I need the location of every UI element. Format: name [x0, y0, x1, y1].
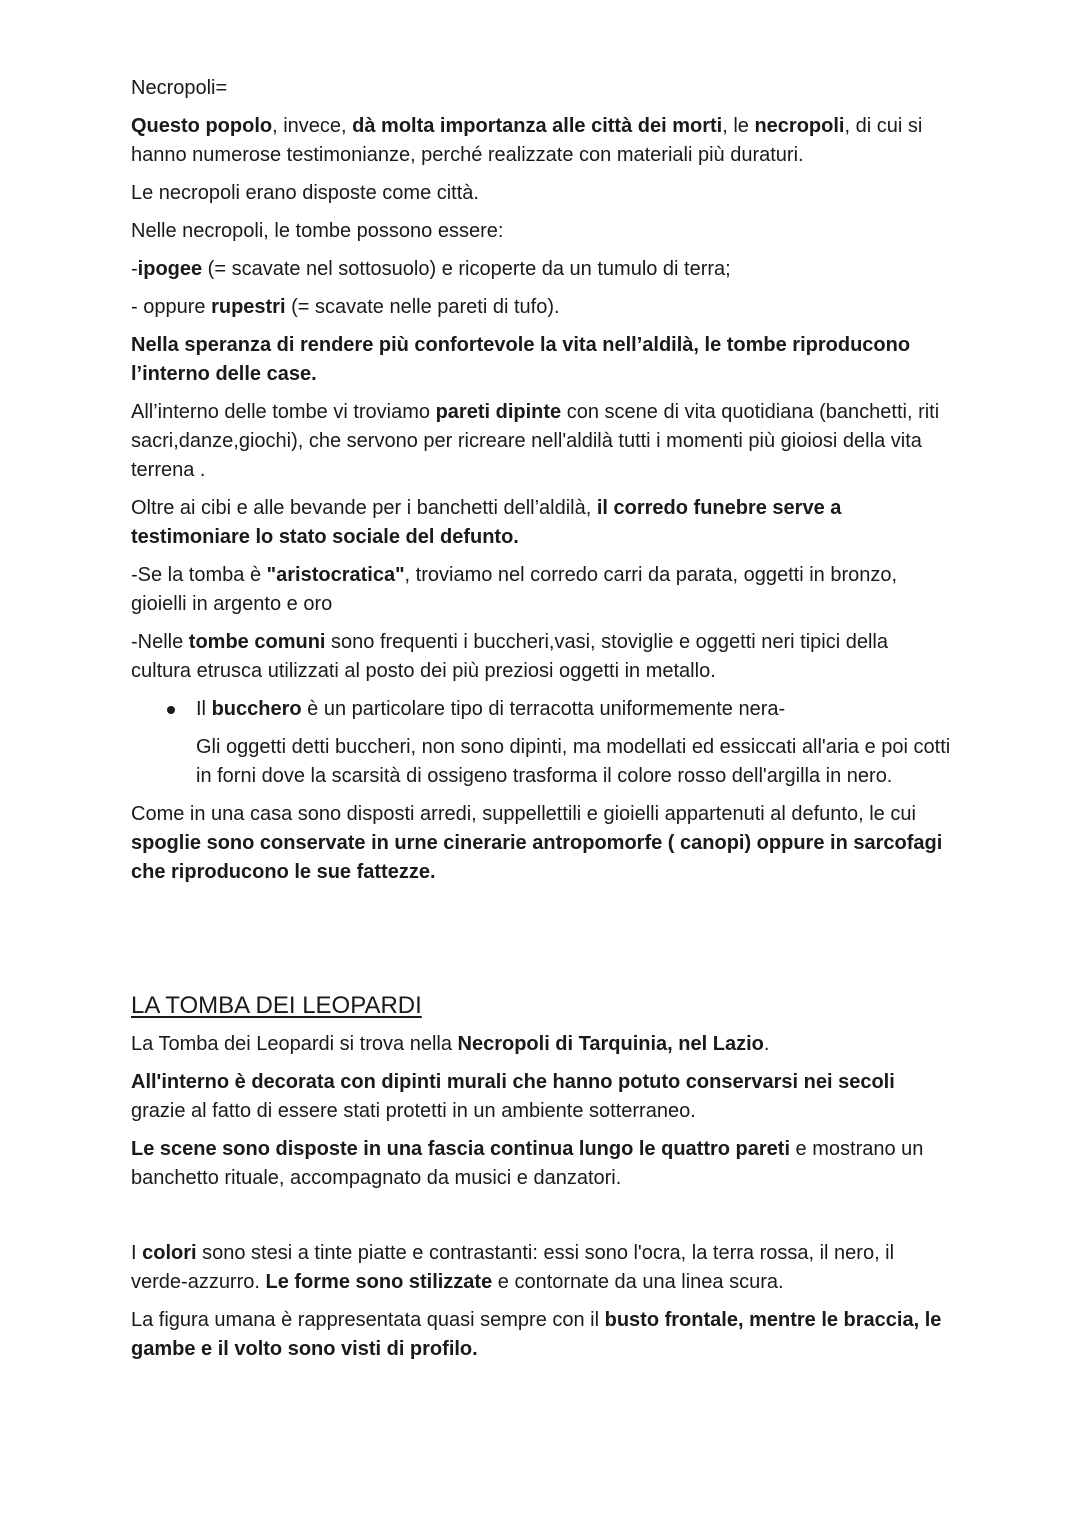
paragraph-tomb-types-intro: Nelle necropoli, le tombe possono essere:: [131, 220, 504, 242]
paragraph-city-layout: Le necropoli erano disposte come città.: [131, 182, 479, 204]
paragraph-aristocratic-tomb: -Se la tomba è "aristocratica", troviamo nel corredo carri da parata, oggetti in bronzo, gioielli in argento e oro: [131, 564, 898, 615]
paragraph-common-tombs: -Nelle tombe comuni sono frequenti i buccheri,vasi, stoviglie e oggetti neri tipici della cultura etrusca utilizzati al posto dei più preziosi oggetti in metallo.: [131, 631, 888, 682]
paragraph-scenes: Le scene sono disposte in una fascia continua lungo le quattro pareti e mostrano un banchetto rituale, accompagnato da musici e danzatori.: [131, 1138, 924, 1189]
paragraph-remains: Come in una casa sono disposti arredi, suppellettili e gioielli appartenuti al defunto, le cui spoglie sono conservate in urne cinerarie antropomorfe ( canopi) oppure in sarcofagi che riproducono le sue fattezze.: [131, 803, 943, 883]
intro-label: Necropoli=: [131, 77, 228, 99]
paragraph-human-figure: La figura umana è rappresentata quasi sempre con il busto frontale, mentre le braccia, le gambe e il volto sono visti di profilo.: [131, 1309, 942, 1360]
paragraph-murals: All'interno è decorata con dipinti murali che hanno potuto conservarsi nei secoli grazie al fatto di essere stati protetti in un ambiente sotterraneo.: [131, 1071, 895, 1122]
paragraph-rupestri: - oppure rupestri (= scavate nelle pareti di tufo).: [131, 296, 560, 318]
paragraph-colors: I colori sono stesi a tinte piatte e contrastanti: essi sono l'ocra, la terra rossa, il nero, il verde-azzurro. Le forme sono stilizzate e contornate da una linea scura.: [131, 1242, 895, 1293]
list-item-bucchero-continuation: Gli oggetti detti buccheri, non sono dipinti, ma modellati ed essiccati all'aria e poi cotti in forni dove la scarsità di ossigeno trasforma il colore rosso dell'argilla in nero.: [196, 736, 951, 787]
section-heading-tomba-leopardi: LA TOMBA DEI LEOPARDI: [131, 992, 422, 1019]
document-page: [131, 74, 951, 1373]
list-item-bucchero: Il bucchero è un particolare tipo di terracotta uniformemente nera-: [131, 695, 951, 724]
paragraph-location: La Tomba dei Leopardi si trova nella Necropoli di Tarquinia, nel Lazio.: [131, 1033, 770, 1055]
paragraph-funeral-goods: Oltre ai cibi e alle bevande per i banchetti dell’aldilà, il corredo funebre serve a testimoniare lo stato sociale del defunto.: [131, 497, 842, 548]
bullet-icon: [167, 706, 175, 714]
paragraph-painted-walls: All’interno delle tombe vi troviamo pareti dipinte con scene di vita quotidiana (banchetti, riti sacri,danze,giochi), che servono per ricreare nell'aldilà tutti i momenti più gioiosi della vita terrena .: [131, 401, 940, 481]
paragraph-ipogee: -ipogee (= scavate nel sottosuolo) e ricoperte da un tumulo di terra;: [131, 258, 731, 280]
paragraph-afterlife-hope: Nella speranza di rendere più confortevole la vita nell’aldilà, le tombe riproducono l’interno delle case.: [131, 334, 911, 385]
paragraph-necropoli-importance: Questo popolo, invece, dà molta importanza alle città dei morti, le necropoli, di cui si hanno numerose testimonianze, perché realizzate con materiali più duraturi.: [131, 115, 923, 166]
